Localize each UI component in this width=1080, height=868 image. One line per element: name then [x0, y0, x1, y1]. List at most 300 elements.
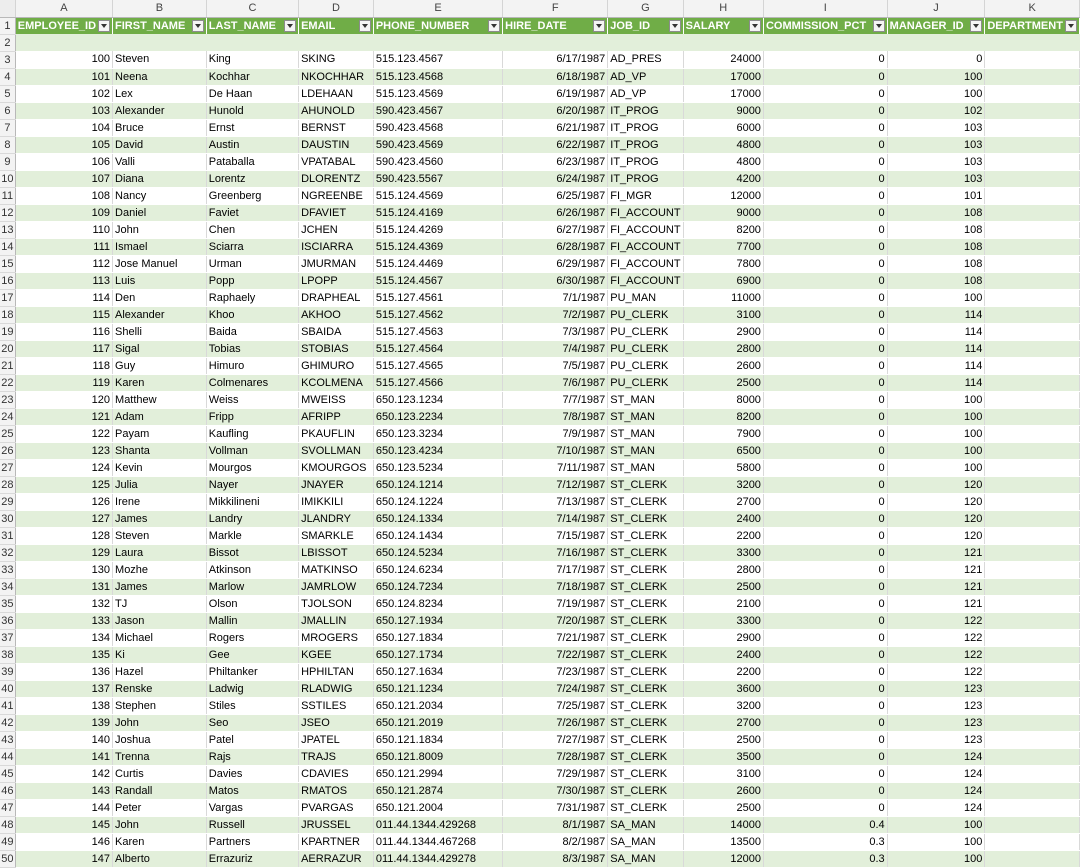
cell-salary[interactable]: 3100 [683, 765, 763, 782]
row-header[interactable]: 27 [0, 459, 15, 476]
filter-dropdown-icon[interactable] [749, 20, 761, 32]
cell-commission-pct[interactable]: 0 [763, 646, 887, 663]
cell-first-name[interactable]: Karen [113, 374, 207, 391]
cell-hire-date[interactable]: 7/5/1987 [503, 357, 608, 374]
cell-hire-date[interactable]: 7/12/1987 [503, 476, 608, 493]
cell-phone-number[interactable]: 590.423.4560 [373, 153, 502, 170]
cell-department[interactable] [985, 340, 1080, 357]
cell-commission-pct[interactable]: 0 [763, 136, 887, 153]
cell-department[interactable] [985, 391, 1080, 408]
cell-department[interactable] [985, 51, 1080, 68]
cell-manager-id[interactable]: 100 [887, 833, 985, 850]
cell-job-id[interactable]: FI_MGR [608, 187, 683, 204]
row-header[interactable]: 15 [0, 255, 15, 272]
cell-commission-pct[interactable]: 0 [763, 578, 887, 595]
row-header[interactable]: 21 [0, 357, 15, 374]
cell-manager-id[interactable]: 122 [887, 663, 985, 680]
cell-phone-number[interactable]: 650.121.2004 [373, 799, 502, 816]
cell-email[interactable]: ISCIARRA [299, 238, 374, 255]
row-header[interactable]: 32 [0, 544, 15, 561]
cell-salary[interactable]: 3500 [683, 748, 763, 765]
cell-department[interactable] [985, 119, 1080, 136]
cell-phone-number[interactable]: 650.124.6234 [373, 561, 502, 578]
column-header-f[interactable]: F [503, 0, 608, 17]
cell-phone-number[interactable]: 650.127.1934 [373, 612, 502, 629]
cell-commission-pct[interactable]: 0 [763, 340, 887, 357]
cell-salary[interactable]: 2400 [683, 510, 763, 527]
cell-employee-id[interactable]: 140 [15, 731, 112, 748]
cell-first-name[interactable]: Adam [113, 408, 207, 425]
row-header[interactable]: 37 [0, 629, 15, 646]
row-header[interactable]: 42 [0, 714, 15, 731]
row-header[interactable]: 14 [0, 238, 15, 255]
cell-phone-number[interactable]: 515.127.4562 [373, 306, 502, 323]
cell-salary[interactable]: 2500 [683, 731, 763, 748]
cell-manager-id[interactable]: 122 [887, 629, 985, 646]
cell-job-id[interactable]: IT_PROG [608, 170, 683, 187]
cell-hire-date[interactable]: 7/20/1987 [503, 612, 608, 629]
cell-email[interactable]: JSEO [299, 714, 374, 731]
row-header[interactable]: 13 [0, 221, 15, 238]
cell-commission-pct[interactable]: 0 [763, 561, 887, 578]
cell-job-id[interactable]: ST_CLERK [608, 510, 683, 527]
cell-salary[interactable]: 8200 [683, 221, 763, 238]
row-header[interactable]: 49 [0, 833, 15, 850]
cell-commission-pct[interactable]: 0 [763, 527, 887, 544]
cell-salary[interactable]: 5800 [683, 459, 763, 476]
cell-email[interactable]: MATKINSO [299, 561, 374, 578]
cell-hire-date[interactable]: 6/27/1987 [503, 221, 608, 238]
cell-manager-id[interactable]: 102 [887, 102, 985, 119]
cell-phone-number[interactable]: 515.124.4567 [373, 272, 502, 289]
cell-salary[interactable]: 7700 [683, 238, 763, 255]
cell-first-name[interactable]: Stephen [113, 697, 207, 714]
cell-employee-id[interactable]: 117 [15, 340, 112, 357]
cell-job-id[interactable]: AD_VP [608, 85, 683, 102]
cell-email[interactable]: GHIMURO [299, 357, 374, 374]
cell-job-id[interactable]: IT_PROG [608, 136, 683, 153]
cell-employee-id[interactable]: 146 [15, 833, 112, 850]
cell-last-name[interactable]: Atkinson [206, 561, 298, 578]
row-header[interactable]: 4 [0, 68, 15, 85]
cell-employee-id[interactable]: 116 [15, 323, 112, 340]
header-cell-manager-id[interactable] [887, 17, 985, 34]
cell-hire-date[interactable]: 7/14/1987 [503, 510, 608, 527]
cell-salary[interactable]: 9000 [683, 102, 763, 119]
cell-manager-id[interactable]: 121 [887, 544, 985, 561]
cell-email[interactable]: KMOURGOS [299, 459, 374, 476]
column-header-a[interactable]: A [15, 0, 112, 17]
cell-email[interactable]: AERRAZUR [299, 850, 374, 867]
cell-last-name[interactable]: Bissot [206, 544, 298, 561]
cell-hire-date[interactable]: 6/25/1987 [503, 187, 608, 204]
cell-hire-date[interactable]: 8/3/1987 [503, 850, 608, 867]
cell-email[interactable]: JPATEL [299, 731, 374, 748]
cell-phone-number[interactable]: 650.121.2034 [373, 697, 502, 714]
cell-job-id[interactable]: IT_PROG [608, 119, 683, 136]
row-header[interactable]: 40 [0, 680, 15, 697]
cell-phone-number[interactable]: 650.121.2994 [373, 765, 502, 782]
cell-hire-date[interactable]: 7/30/1987 [503, 782, 608, 799]
cell-phone-number[interactable]: 515.124.4169 [373, 204, 502, 221]
cell-job-id[interactable]: SA_MAN [608, 816, 683, 833]
cell-hire-date[interactable]: 6/23/1987 [503, 153, 608, 170]
cell-commission-pct[interactable]: 0 [763, 442, 887, 459]
cell-phone-number[interactable]: 650.123.5234 [373, 459, 502, 476]
cell-email[interactable]: BERNST [299, 119, 374, 136]
cell-phone-number[interactable]: 590.423.4568 [373, 119, 502, 136]
cell-salary[interactable]: 2500 [683, 799, 763, 816]
cell-email[interactable]: JMURMAN [299, 255, 374, 272]
cell-phone-number[interactable]: 650.123.2234 [373, 408, 502, 425]
cell-department[interactable] [985, 187, 1080, 204]
cell-department[interactable] [985, 357, 1080, 374]
cell-department[interactable] [985, 476, 1080, 493]
cell-last-name[interactable]: Colmenares [206, 374, 298, 391]
cell-first-name[interactable]: Lex [113, 85, 207, 102]
header-cell-department[interactable] [985, 17, 1080, 34]
column-header-e[interactable]: E [373, 0, 502, 17]
cell-phone-number[interactable]: 515.124.4269 [373, 221, 502, 238]
cell-hire-date[interactable]: 7/24/1987 [503, 680, 608, 697]
cell-phone-number[interactable]: 650.123.4234 [373, 442, 502, 459]
cell-phone-number[interactable]: 650.123.1234 [373, 391, 502, 408]
cell-email[interactable]: JLANDRY [299, 510, 374, 527]
cell-hire-date[interactable]: 7/7/1987 [503, 391, 608, 408]
cell-phone-number[interactable]: 515.123.4569 [373, 85, 502, 102]
cell-salary[interactable]: 8200 [683, 408, 763, 425]
cell-employee-id[interactable]: 127 [15, 510, 112, 527]
row-header[interactable]: 46 [0, 782, 15, 799]
filter-dropdown-icon[interactable] [669, 20, 681, 32]
cell-manager-id[interactable]: 108 [887, 255, 985, 272]
cell-hire-date[interactable]: 7/13/1987 [503, 493, 608, 510]
cell-hire-date[interactable]: 6/28/1987 [503, 238, 608, 255]
cell-last-name[interactable]: Partners [206, 833, 298, 850]
cell-last-name[interactable]: Rogers [206, 629, 298, 646]
cell-hire-date[interactable]: 7/18/1987 [503, 578, 608, 595]
cell-hire-date[interactable]: 7/6/1987 [503, 374, 608, 391]
cell-email[interactable]: JMALLIN [299, 612, 374, 629]
cell-salary[interactable]: 4200 [683, 170, 763, 187]
cell-department[interactable] [985, 68, 1080, 85]
cell-job-id[interactable]: ST_CLERK [608, 578, 683, 595]
cell-employee-id[interactable]: 105 [15, 136, 112, 153]
filter-dropdown-icon[interactable] [359, 20, 371, 32]
header-cell-hire-date[interactable] [503, 17, 608, 34]
cell-salary[interactable]: 4800 [683, 136, 763, 153]
cell-manager-id[interactable]: 100 [887, 425, 985, 442]
cell-job-id[interactable]: SA_MAN [608, 850, 683, 867]
cell-phone-number[interactable]: 515.127.4564 [373, 340, 502, 357]
cell-hire-date[interactable]: 6/20/1987 [503, 102, 608, 119]
cell-department[interactable] [985, 697, 1080, 714]
cell-job-id[interactable]: ST_MAN [608, 459, 683, 476]
cell-hire-date[interactable]: 7/17/1987 [503, 561, 608, 578]
cell-commission-pct[interactable]: 0 [763, 68, 887, 85]
cell-hire-date[interactable]: 7/29/1987 [503, 765, 608, 782]
cell-last-name[interactable]: Kaufling [206, 425, 298, 442]
cell-job-id[interactable]: FI_ACCOUNT [608, 204, 683, 221]
filter-dropdown-icon[interactable] [1065, 20, 1077, 32]
cell-email[interactable]: RLADWIG [299, 680, 374, 697]
cell-commission-pct[interactable]: 0 [763, 799, 887, 816]
cell-employee-id[interactable]: 125 [15, 476, 112, 493]
cell-manager-id[interactable]: 121 [887, 561, 985, 578]
cell-employee-id[interactable]: 108 [15, 187, 112, 204]
cell-employee-id[interactable]: 147 [15, 850, 112, 867]
cell-commission-pct[interactable]: 0 [763, 663, 887, 680]
cell-first-name[interactable]: Bruce [113, 119, 207, 136]
cell-employee-id[interactable]: 131 [15, 578, 112, 595]
cell-last-name[interactable]: Kochhar [206, 68, 298, 85]
row-header[interactable]: 30 [0, 510, 15, 527]
cell-first-name[interactable]: Karen [113, 833, 207, 850]
cell-hire-date[interactable]: 7/1/1987 [503, 289, 608, 306]
row-header[interactable]: 43 [0, 731, 15, 748]
cell-last-name[interactable]: Chen [206, 221, 298, 238]
filter-dropdown-icon[interactable] [284, 20, 296, 32]
cell-hire-date[interactable]: 6/29/1987 [503, 255, 608, 272]
cell-hire-date[interactable]: 7/15/1987 [503, 527, 608, 544]
cell-first-name[interactable]: Den [113, 289, 207, 306]
cell-department[interactable] [985, 153, 1080, 170]
cell-manager-id[interactable]: 123 [887, 697, 985, 714]
cell-last-name[interactable]: Russell [206, 816, 298, 833]
cell-job-id[interactable]: PU_MAN [608, 289, 683, 306]
cell-hire-date[interactable]: 6/21/1987 [503, 119, 608, 136]
cell-manager-id[interactable]: 122 [887, 646, 985, 663]
cell-salary[interactable]: 9000 [683, 204, 763, 221]
cell-phone-number[interactable]: 011.44.1344.467268 [373, 833, 502, 850]
cell-last-name[interactable]: Vollman [206, 442, 298, 459]
cell-employee-id[interactable]: 132 [15, 595, 112, 612]
cell-last-name[interactable]: Khoo [206, 306, 298, 323]
cell-manager-id[interactable]: 123 [887, 714, 985, 731]
cell-manager-id[interactable]: 0 [887, 51, 985, 68]
cell-phone-number[interactable]: 650.121.8009 [373, 748, 502, 765]
cell-department[interactable] [985, 816, 1080, 833]
cell-last-name[interactable]: Austin [206, 136, 298, 153]
cell-commission-pct[interactable]: 0 [763, 731, 887, 748]
cell-last-name[interactable]: Sciarra [206, 238, 298, 255]
cell-department[interactable] [985, 612, 1080, 629]
cell-department[interactable] [985, 578, 1080, 595]
cell-last-name[interactable]: Weiss [206, 391, 298, 408]
cell-first-name[interactable]: Mozhe [113, 561, 207, 578]
cell-job-id[interactable]: ST_CLERK [608, 782, 683, 799]
cell-last-name[interactable]: Matos [206, 782, 298, 799]
cell-employee-id[interactable]: 104 [15, 119, 112, 136]
row-header[interactable]: 7 [0, 119, 15, 136]
cell-employee-id[interactable]: 137 [15, 680, 112, 697]
cell-manager-id[interactable]: 120 [887, 493, 985, 510]
cell-manager-id[interactable]: 108 [887, 221, 985, 238]
cell-department[interactable] [985, 527, 1080, 544]
row-header[interactable]: 39 [0, 663, 15, 680]
column-header-c[interactable]: C [206, 0, 298, 17]
cell[interactable] [299, 34, 374, 51]
column-header-b[interactable]: B [113, 0, 207, 17]
cell-hire-date[interactable]: 6/19/1987 [503, 85, 608, 102]
cell-employee-id[interactable]: 111 [15, 238, 112, 255]
cell-employee-id[interactable]: 102 [15, 85, 112, 102]
cell-hire-date[interactable]: 7/21/1987 [503, 629, 608, 646]
cell-first-name[interactable]: Guy [113, 357, 207, 374]
cell-manager-id[interactable]: 121 [887, 595, 985, 612]
cell-department[interactable] [985, 442, 1080, 459]
header-cell-employee-id[interactable] [15, 17, 112, 34]
cell-email[interactable]: SSTILES [299, 697, 374, 714]
cell-last-name[interactable]: Landry [206, 510, 298, 527]
cell-email[interactable]: DRAPHEAL [299, 289, 374, 306]
cell-email[interactable]: PVARGAS [299, 799, 374, 816]
row-header[interactable]: 22 [0, 374, 15, 391]
header-cell-commission-pct[interactable] [763, 17, 887, 34]
cell-first-name[interactable]: James [113, 578, 207, 595]
cell-employee-id[interactable]: 107 [15, 170, 112, 187]
cell-employee-id[interactable]: 133 [15, 612, 112, 629]
column-header-g[interactable]: G [608, 0, 683, 17]
cell-email[interactable]: NGREENBE [299, 187, 374, 204]
cell-commission-pct[interactable]: 0 [763, 680, 887, 697]
row-header[interactable]: 36 [0, 612, 15, 629]
cell-email[interactable]: VPATABAL [299, 153, 374, 170]
cell-email[interactable]: DAUSTIN [299, 136, 374, 153]
cell-department[interactable] [985, 731, 1080, 748]
cell-employee-id[interactable]: 112 [15, 255, 112, 272]
cell-salary[interactable]: 2200 [683, 663, 763, 680]
cell-last-name[interactable]: Marlow [206, 578, 298, 595]
row-header[interactable]: 1 [0, 17, 15, 34]
row-header[interactable]: 31 [0, 527, 15, 544]
cell[interactable] [763, 34, 887, 51]
cell[interactable] [985, 34, 1080, 51]
cell-salary[interactable]: 11000 [683, 289, 763, 306]
cell-manager-id[interactable]: 120 [887, 476, 985, 493]
cell-salary[interactable]: 14000 [683, 816, 763, 833]
cell-department[interactable] [985, 714, 1080, 731]
cell-manager-id[interactable]: 108 [887, 238, 985, 255]
cell-employee-id[interactable]: 124 [15, 459, 112, 476]
cell-last-name[interactable]: Raphaely [206, 289, 298, 306]
cell-department[interactable] [985, 765, 1080, 782]
cell-last-name[interactable]: Olson [206, 595, 298, 612]
cell-manager-id[interactable]: 114 [887, 357, 985, 374]
cell-employee-id[interactable]: 128 [15, 527, 112, 544]
cell-hire-date[interactable]: 8/1/1987 [503, 816, 608, 833]
cell-last-name[interactable]: Lorentz [206, 170, 298, 187]
cell-last-name[interactable]: Urman [206, 255, 298, 272]
cell-email[interactable]: AHUNOLD [299, 102, 374, 119]
cell-first-name[interactable]: John [113, 714, 207, 731]
cell-first-name[interactable]: TJ [113, 595, 207, 612]
filter-dropdown-icon[interactable] [873, 20, 885, 32]
row-header[interactable]: 44 [0, 748, 15, 765]
cell-commission-pct[interactable]: 0 [763, 323, 887, 340]
cell-employee-id[interactable]: 126 [15, 493, 112, 510]
cell-manager-id[interactable]: 100 [887, 442, 985, 459]
cell-department[interactable] [985, 136, 1080, 153]
cell-salary[interactable]: 6000 [683, 119, 763, 136]
cell-email[interactable]: JCHEN [299, 221, 374, 238]
row-header[interactable]: 16 [0, 272, 15, 289]
cell-department[interactable] [985, 595, 1080, 612]
cell-commission-pct[interactable]: 0 [763, 408, 887, 425]
cell-manager-id[interactable]: 100 [887, 850, 985, 867]
cell-department[interactable] [985, 85, 1080, 102]
cell-salary[interactable]: 3300 [683, 544, 763, 561]
cell-job-id[interactable]: AD_PRES [608, 51, 683, 68]
cell-salary[interactable]: 2400 [683, 646, 763, 663]
cell-department[interactable] [985, 425, 1080, 442]
cell-last-name[interactable]: Seo [206, 714, 298, 731]
cell-last-name[interactable]: Rajs [206, 748, 298, 765]
cell-first-name[interactable]: Ismael [113, 238, 207, 255]
cell-phone-number[interactable]: 515.124.4469 [373, 255, 502, 272]
cell-email[interactable]: STOBIAS [299, 340, 374, 357]
cell-employee-id[interactable]: 101 [15, 68, 112, 85]
cell-department[interactable] [985, 561, 1080, 578]
cell-salary[interactable]: 2800 [683, 340, 763, 357]
cell-salary[interactable]: 6500 [683, 442, 763, 459]
cell-employee-id[interactable]: 121 [15, 408, 112, 425]
cell-manager-id[interactable]: 114 [887, 323, 985, 340]
cell-employee-id[interactable]: 122 [15, 425, 112, 442]
cell-department[interactable] [985, 748, 1080, 765]
cell-phone-number[interactable]: 515.123.4568 [373, 68, 502, 85]
cell-email[interactable]: JRUSSEL [299, 816, 374, 833]
cell-last-name[interactable]: Stiles [206, 697, 298, 714]
cell-salary[interactable]: 6900 [683, 272, 763, 289]
cell-salary[interactable]: 8000 [683, 391, 763, 408]
cell-department[interactable] [985, 221, 1080, 238]
cell-job-id[interactable]: ST_CLERK [608, 544, 683, 561]
row-header[interactable]: 26 [0, 442, 15, 459]
cell-salary[interactable]: 17000 [683, 68, 763, 85]
column-header-k[interactable]: K [985, 0, 1080, 17]
cell-first-name[interactable]: Valli [113, 153, 207, 170]
cell-commission-pct[interactable]: 0 [763, 459, 887, 476]
cell-salary[interactable]: 2200 [683, 527, 763, 544]
cell-employee-id[interactable]: 123 [15, 442, 112, 459]
cell-job-id[interactable]: ST_CLERK [608, 714, 683, 731]
cell-employee-id[interactable]: 100 [15, 51, 112, 68]
cell-commission-pct[interactable]: 0 [763, 493, 887, 510]
cell-phone-number[interactable]: 650.124.5234 [373, 544, 502, 561]
cell-job-id[interactable]: ST_CLERK [608, 476, 683, 493]
cell-job-id[interactable]: ST_CLERK [608, 680, 683, 697]
cell-first-name[interactable]: Laura [113, 544, 207, 561]
cell-first-name[interactable]: Shanta [113, 442, 207, 459]
cell-employee-id[interactable]: 139 [15, 714, 112, 731]
cell-email[interactable]: DLORENTZ [299, 170, 374, 187]
cell-last-name[interactable]: Popp [206, 272, 298, 289]
cell-email[interactable]: TRAJS [299, 748, 374, 765]
row-header[interactable]: 47 [0, 799, 15, 816]
cell-salary[interactable]: 2800 [683, 561, 763, 578]
cell-salary[interactable]: 3300 [683, 612, 763, 629]
cell-phone-number[interactable]: 515.124.4569 [373, 187, 502, 204]
cell-first-name[interactable]: David [113, 136, 207, 153]
cell-commission-pct[interactable]: 0 [763, 204, 887, 221]
cell[interactable] [113, 34, 207, 51]
cell-job-id[interactable]: ST_CLERK [608, 493, 683, 510]
cell-hire-date[interactable]: 7/19/1987 [503, 595, 608, 612]
cell-phone-number[interactable]: 650.127.1734 [373, 646, 502, 663]
filter-dropdown-icon[interactable] [593, 20, 605, 32]
cell-commission-pct[interactable]: 0 [763, 102, 887, 119]
